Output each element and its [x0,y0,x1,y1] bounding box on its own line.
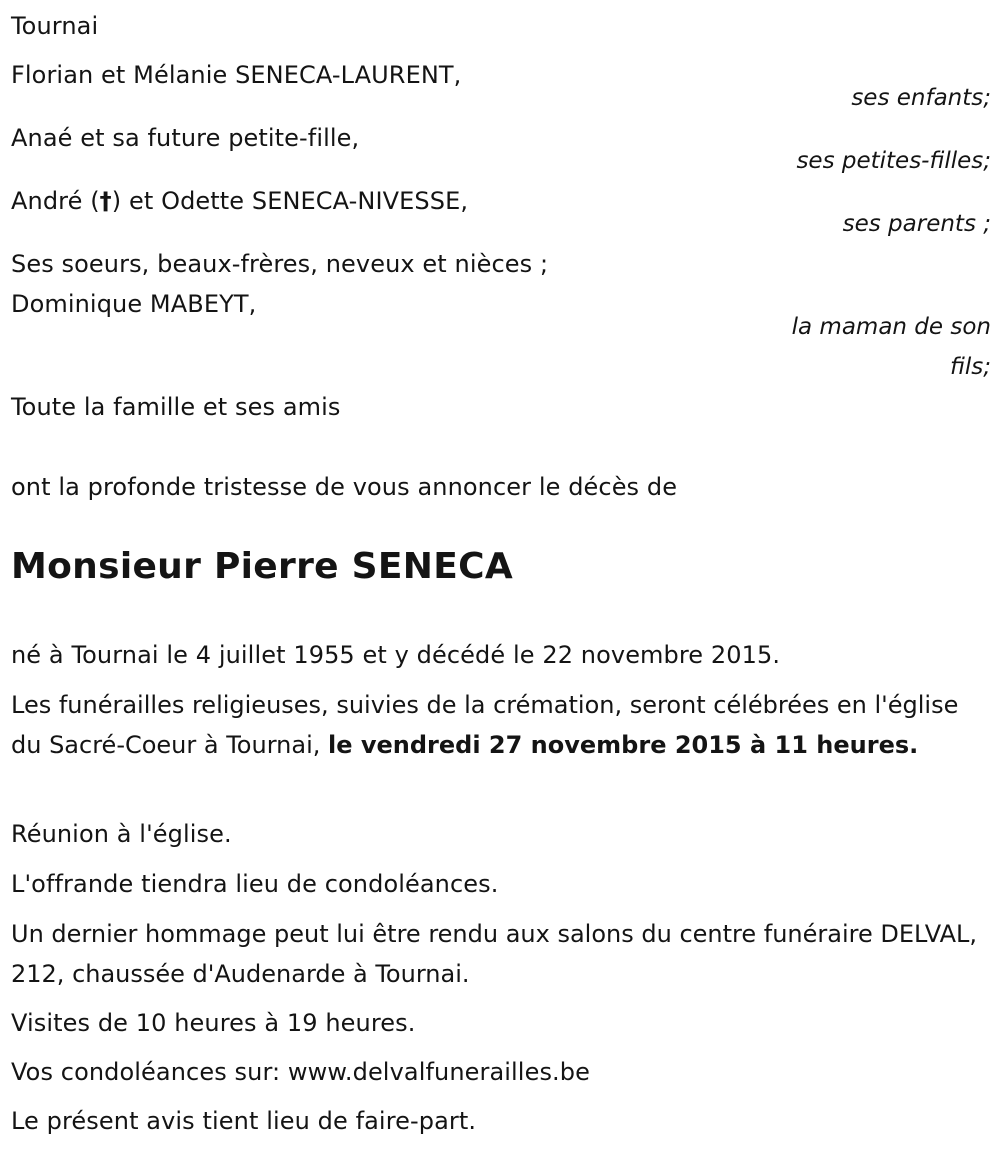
family-mother-of-son-relation-2: fils; [950,354,991,380]
funeral-info [11,685,986,765]
meeting-info: Réunion à l'église. [11,820,232,848]
family-mother-of-son-name: Dominique MABEYT, [11,290,257,318]
family-parents-relation: ses parents ; [842,211,991,237]
birth-death-info: né à Tournai le 4 juillet 1955 et y décédé le 22 novembre 2015. [11,641,781,669]
parents-name-after: ) et Odette SENECA-NIVESSE, [111,187,469,215]
condolences-info: Vos condoléances sur: www.delvalfunerailles.be [11,1058,590,1086]
family-all: Toute la famille et ses amis [11,393,341,421]
tribute-info: Un dernier hommage peut lui être rendu aux salons du centre funéraire DELVAL, 212, chaussée d'Audenarde à Tournai. [11,920,978,988]
visits-info: Visites de 10 heures à 19 heures. [11,1009,416,1037]
announcement-text: ont la profonde tristesse de vous annoncer le décès de [11,473,678,501]
city-heading: Tournai [11,12,99,40]
cross-icon: † [99,187,112,215]
family-children-name: Florian et Mélanie SENECA-LAURENT, [11,61,462,89]
deceased-name: Monsieur Pierre SENECA [11,546,514,587]
family-siblings: Ses soeurs, beaux-frères, neveux et nièces ; [11,250,549,278]
funeral-text: Les funérailles religieuses, suivies de la crémation, seront célébrées en l'église du Sacré-Coeur à Tournai, [11,691,959,759]
family-mother-of-son-relation-1: la maman de son [791,314,991,340]
funeral-date: le vendredi 27 novembre 2015 à 11 heures. [328,731,919,759]
family-parents-name [11,181,468,221]
parents-name-before: André ( [11,187,100,215]
family-children-relation: ses enfants; [851,85,991,111]
obituary-notice [11,0,991,1157]
family-grandchildren-name: Anaé et sa future petite-fille, [11,124,360,152]
family-grandchildren-relation: ses petites-filles; [796,148,991,174]
notice-info: Le présent avis tient lieu de faire-part. [11,1107,477,1135]
offering-info: L'offrande tiendra lieu de condoléances. [11,870,499,898]
